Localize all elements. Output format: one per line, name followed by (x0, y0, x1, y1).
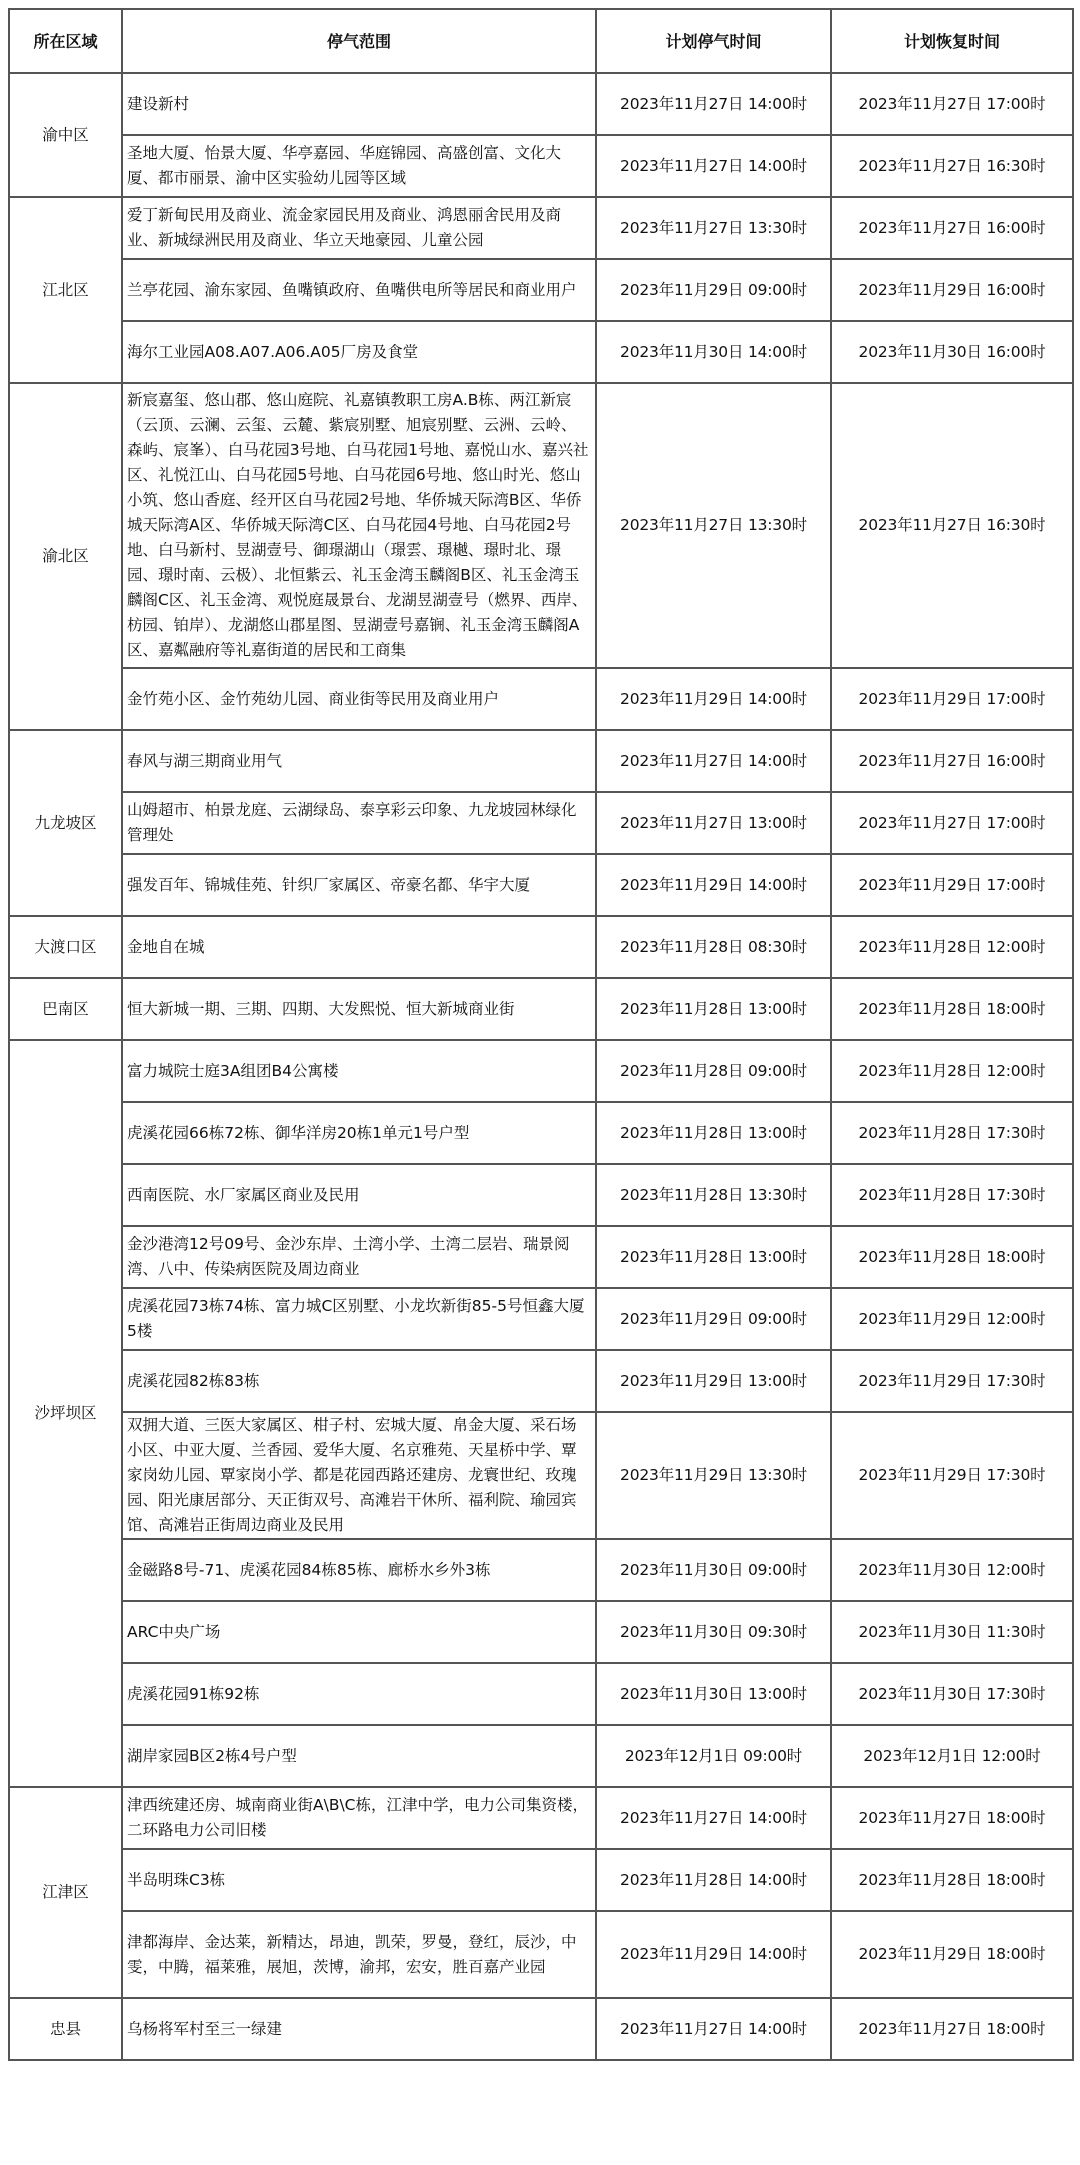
scope-cell: 强发百年、锦城佳苑、针织厂家属区、帝豪名都、华宇大厦 (122, 854, 596, 916)
header-scope: 停气范围 (122, 9, 596, 73)
stop-time-cell: 2023年11月29日 09:00时 (596, 1288, 831, 1350)
scope-cell: 虎溪花园91栋92栋 (122, 1663, 596, 1725)
table-row (9, 1226, 1073, 1288)
scope-cell: 金竹苑小区、金竹苑幼儿园、商业街等民用及商业用户 (122, 668, 596, 730)
stop-time-cell: 2023年11月28日 13:00时 (596, 1102, 831, 1164)
stop-time-cell: 2023年11月29日 14:00时 (596, 668, 831, 730)
resume-time-cell: 2023年11月29日 17:00时 (831, 854, 1073, 916)
stop-time-cell: 2023年11月29日 13:00时 (596, 1350, 831, 1412)
resume-time-cell: 2023年11月27日 18:00时 (831, 1998, 1073, 2060)
table-row (9, 73, 1073, 135)
resume-time-cell: 2023年11月29日 18:00时 (831, 1911, 1073, 1998)
stop-time-cell: 2023年11月27日 13:30时 (596, 383, 831, 668)
table-row (9, 668, 1073, 730)
resume-time-cell: 2023年12月1日 12:00时 (831, 1725, 1073, 1787)
stop-time-cell: 2023年11月29日 14:00时 (596, 854, 831, 916)
scope-cell: 圣地大厦、怡景大厦、华亭嘉园、华庭锦园、高盛创富、文化大厦、都市丽景、渝中区实验幼儿园等区域 (122, 135, 596, 197)
area-cell: 大渡口区 (9, 916, 122, 978)
scope-cell: 春风与湖三期商业用气 (122, 730, 596, 792)
resume-time-cell: 2023年11月30日 11:30时 (831, 1601, 1073, 1663)
area-cell: 忠县 (9, 1998, 122, 2060)
table-row (9, 1288, 1073, 1350)
resume-time-cell: 2023年11月30日 12:00时 (831, 1539, 1073, 1601)
resume-time-cell: 2023年11月30日 16:00时 (831, 321, 1073, 383)
table-row (9, 1164, 1073, 1226)
header-area: 所在区域 (9, 9, 122, 73)
table-body (9, 73, 1073, 2060)
stop-time-cell: 2023年11月28日 13:30时 (596, 1164, 831, 1226)
resume-time-cell: 2023年11月28日 12:00时 (831, 916, 1073, 978)
stop-time-cell: 2023年11月29日 14:00时 (596, 1911, 831, 1998)
area-cell: 江津区 (9, 1787, 122, 1998)
scope-cell: 新宸嘉玺、悠山郡、悠山庭院、礼嘉镇教职工房A.B栋、两江新宸（云顶、云澜、云玺、云麓、紫宸别墅、旭宸别墅、云洲、云岭、森屿、宸峯）、白马花园3号地、白马花园1号地、嘉悦山水、嘉兴社区、礼悦江山、白马花园5号地、白马花园6号地、悠山时光、悠山小筑、悠山香庭、经开区白马花园2号地、华侨城天际湾B区、华侨城天际湾A区、华侨城天际湾C区、白马花园4号地、白马花园2号地、白马新村、昱湖壹号、御璟湖山（璟雲、璟樾、璟时北、璟园、璟时南、云极）、北恒紫云、礼玉金湾玉麟阁B区、礼玉金湾玉麟阁C区、礼玉金湾、观悦庭晟景台、龙湖昱湖壹号（燃界、西岸、枋园、铂岸）、龙湖悠山郡星图、昱湖壹号嘉锎、礼玉金湾玉麟阁A区、嘉粼融府等礼嘉街道的居民和工商集 (122, 383, 596, 668)
scope-cell: 津都海岸、金达莱，新精达，昂迪，凯荣，罗曼，登红，辰沙，中雯，中腾，福莱雅，展旭，茨博，渝邦，宏安，胜百嘉产业园 (122, 1911, 596, 1998)
resume-time-cell: 2023年11月30日 17:30时 (831, 1663, 1073, 1725)
header-stop-time: 计划停气时间 (596, 9, 831, 73)
stop-time-cell: 2023年11月30日 14:00时 (596, 321, 831, 383)
table-row (9, 1539, 1073, 1601)
scope-cell: 金沙港湾12号09号、金沙东岸、土湾小学、土湾二层岩、瑞景阅湾、八中、传染病医院及周边商业 (122, 1226, 596, 1288)
resume-time-cell: 2023年11月27日 16:00时 (831, 730, 1073, 792)
resume-time-cell: 2023年11月27日 17:00时 (831, 73, 1073, 135)
table-row (9, 978, 1073, 1040)
resume-time-cell: 2023年11月28日 17:30时 (831, 1164, 1073, 1226)
area-cell: 渝中区 (9, 73, 122, 197)
scope-cell: 双拥大道、三医大家属区、柑子村、宏城大厦、帛金大厦、采石场小区、中亚大厦、兰香园、爱华大厦、名京雅苑、天星桥中学、覃家岗幼儿园、覃家岗小学、都是花园西路还建房、龙寰世纪、玫瑰园、阳光康居部分、天正街双号、高滩岩干休所、福利院、瑜园宾馆、高滩岩正街周边商业及民用 (122, 1412, 596, 1539)
stop-time-cell: 2023年11月28日 14:00时 (596, 1849, 831, 1911)
stop-time-cell: 2023年11月28日 08:30时 (596, 916, 831, 978)
stop-time-cell: 2023年11月27日 13:00时 (596, 792, 831, 854)
resume-time-cell: 2023年11月27日 16:30时 (831, 383, 1073, 668)
scope-cell: 爱丁新甸民用及商业、流金家园民用及商业、鸿恩丽舍民用及商业、新城绿洲民用及商业、华立天地豪园、儿童公园 (122, 197, 596, 259)
table-row (9, 321, 1073, 383)
header-resume-time: 计划恢复时间 (831, 9, 1073, 73)
area-cell: 渝北区 (9, 383, 122, 730)
table-row (9, 1787, 1073, 1849)
table-row (9, 383, 1073, 668)
resume-time-cell: 2023年11月28日 12:00时 (831, 1040, 1073, 1102)
resume-time-cell: 2023年11月27日 18:00时 (831, 1787, 1073, 1849)
area-cell: 九龙坡区 (9, 730, 122, 916)
scope-cell: ARC中央广场 (122, 1601, 596, 1663)
resume-time-cell: 2023年11月28日 18:00时 (831, 978, 1073, 1040)
table-row (9, 792, 1073, 854)
table-row (9, 1601, 1073, 1663)
area-cell: 江北区 (9, 197, 122, 383)
table-row (9, 1849, 1073, 1911)
stop-time-cell: 2023年11月27日 13:30时 (596, 197, 831, 259)
table-row (9, 1040, 1073, 1102)
scope-cell: 虎溪花园82栋83栋 (122, 1350, 596, 1412)
resume-time-cell: 2023年11月29日 16:00时 (831, 259, 1073, 321)
table-row (9, 730, 1073, 792)
scope-cell: 富力城院士庭3A组团B4公寓楼 (122, 1040, 596, 1102)
resume-time-cell: 2023年11月29日 17:30时 (831, 1412, 1073, 1539)
table-row (9, 1412, 1073, 1539)
stop-time-cell: 2023年11月27日 14:00时 (596, 73, 831, 135)
scope-cell: 半岛明珠C3栋 (122, 1849, 596, 1911)
table-row (9, 1350, 1073, 1412)
table-row (9, 259, 1073, 321)
stop-time-cell: 2023年11月29日 13:30时 (596, 1412, 831, 1539)
area-cell: 巴南区 (9, 978, 122, 1040)
resume-time-cell: 2023年11月27日 16:00时 (831, 197, 1073, 259)
table-row (9, 916, 1073, 978)
resume-time-cell: 2023年11月29日 12:00时 (831, 1288, 1073, 1350)
gas-outage-table (8, 8, 1074, 2061)
table-row (9, 1725, 1073, 1787)
stop-time-cell: 2023年11月28日 09:00时 (596, 1040, 831, 1102)
stop-time-cell: 2023年11月30日 13:00时 (596, 1663, 831, 1725)
table-row (9, 197, 1073, 259)
scope-cell: 金地自在城 (122, 916, 596, 978)
stop-time-cell: 2023年11月29日 09:00时 (596, 259, 831, 321)
stop-time-cell: 2023年11月27日 14:00时 (596, 1998, 831, 2060)
area-cell: 沙坪坝区 (9, 1040, 122, 1787)
table-row (9, 1998, 1073, 2060)
scope-cell: 恒大新城一期、三期、四期、大发熙悦、恒大新城商业街 (122, 978, 596, 1040)
resume-time-cell: 2023年11月29日 17:30时 (831, 1350, 1073, 1412)
stop-time-cell: 2023年11月27日 14:00时 (596, 730, 831, 792)
stop-time-cell: 2023年11月28日 13:00时 (596, 978, 831, 1040)
table-row (9, 1102, 1073, 1164)
table-row (9, 1911, 1073, 1998)
table-row (9, 854, 1073, 916)
scope-cell: 虎溪花园73栋74栋、富力城C区别墅、小龙坎新街85-5号恒鑫大厦5楼 (122, 1288, 596, 1350)
table-row (9, 135, 1073, 197)
scope-cell: 湖岸家园B区2栋4号户型 (122, 1725, 596, 1787)
header-row (9, 9, 1073, 73)
scope-cell: 西南医院、水厂家属区商业及民用 (122, 1164, 596, 1226)
resume-time-cell: 2023年11月28日 18:00时 (831, 1226, 1073, 1288)
resume-time-cell: 2023年11月27日 17:00时 (831, 792, 1073, 854)
stop-time-cell: 2023年12月1日 09:00时 (596, 1725, 831, 1787)
scope-cell: 虎溪花园66栋72栋、御华洋房20栋1单元1号户型 (122, 1102, 596, 1164)
scope-cell: 海尔工业园A08.A07.A06.A05厂房及食堂 (122, 321, 596, 383)
resume-time-cell: 2023年11月28日 18:00时 (831, 1849, 1073, 1911)
resume-time-cell: 2023年11月29日 17:00时 (831, 668, 1073, 730)
scope-cell: 金磁路8号-71、虎溪花园84栋85栋、廊桥水乡外3栋 (122, 1539, 596, 1601)
stop-time-cell: 2023年11月30日 09:00时 (596, 1539, 831, 1601)
stop-time-cell: 2023年11月27日 14:00时 (596, 1787, 831, 1849)
table-row (9, 1663, 1073, 1725)
stop-time-cell: 2023年11月30日 09:30时 (596, 1601, 831, 1663)
scope-cell: 兰亭花园、渝东家园、鱼嘴镇政府、鱼嘴供电所等居民和商业用户 (122, 259, 596, 321)
scope-cell: 津西统建还房、城南商业街A\B\C栋，江津中学，电力公司集资楼，二环路电力公司旧楼 (122, 1787, 596, 1849)
resume-time-cell: 2023年11月28日 17:30时 (831, 1102, 1073, 1164)
stop-time-cell: 2023年11月27日 14:00时 (596, 135, 831, 197)
scope-cell: 建设新村 (122, 73, 596, 135)
stop-time-cell: 2023年11月28日 13:00时 (596, 1226, 831, 1288)
scope-cell: 山姆超市、柏景龙庭、云湖绿岛、泰享彩云印象、九龙坡园林绿化管理处 (122, 792, 596, 854)
resume-time-cell: 2023年11月27日 16:30时 (831, 135, 1073, 197)
scope-cell: 乌杨将军村至三一绿建 (122, 1998, 596, 2060)
